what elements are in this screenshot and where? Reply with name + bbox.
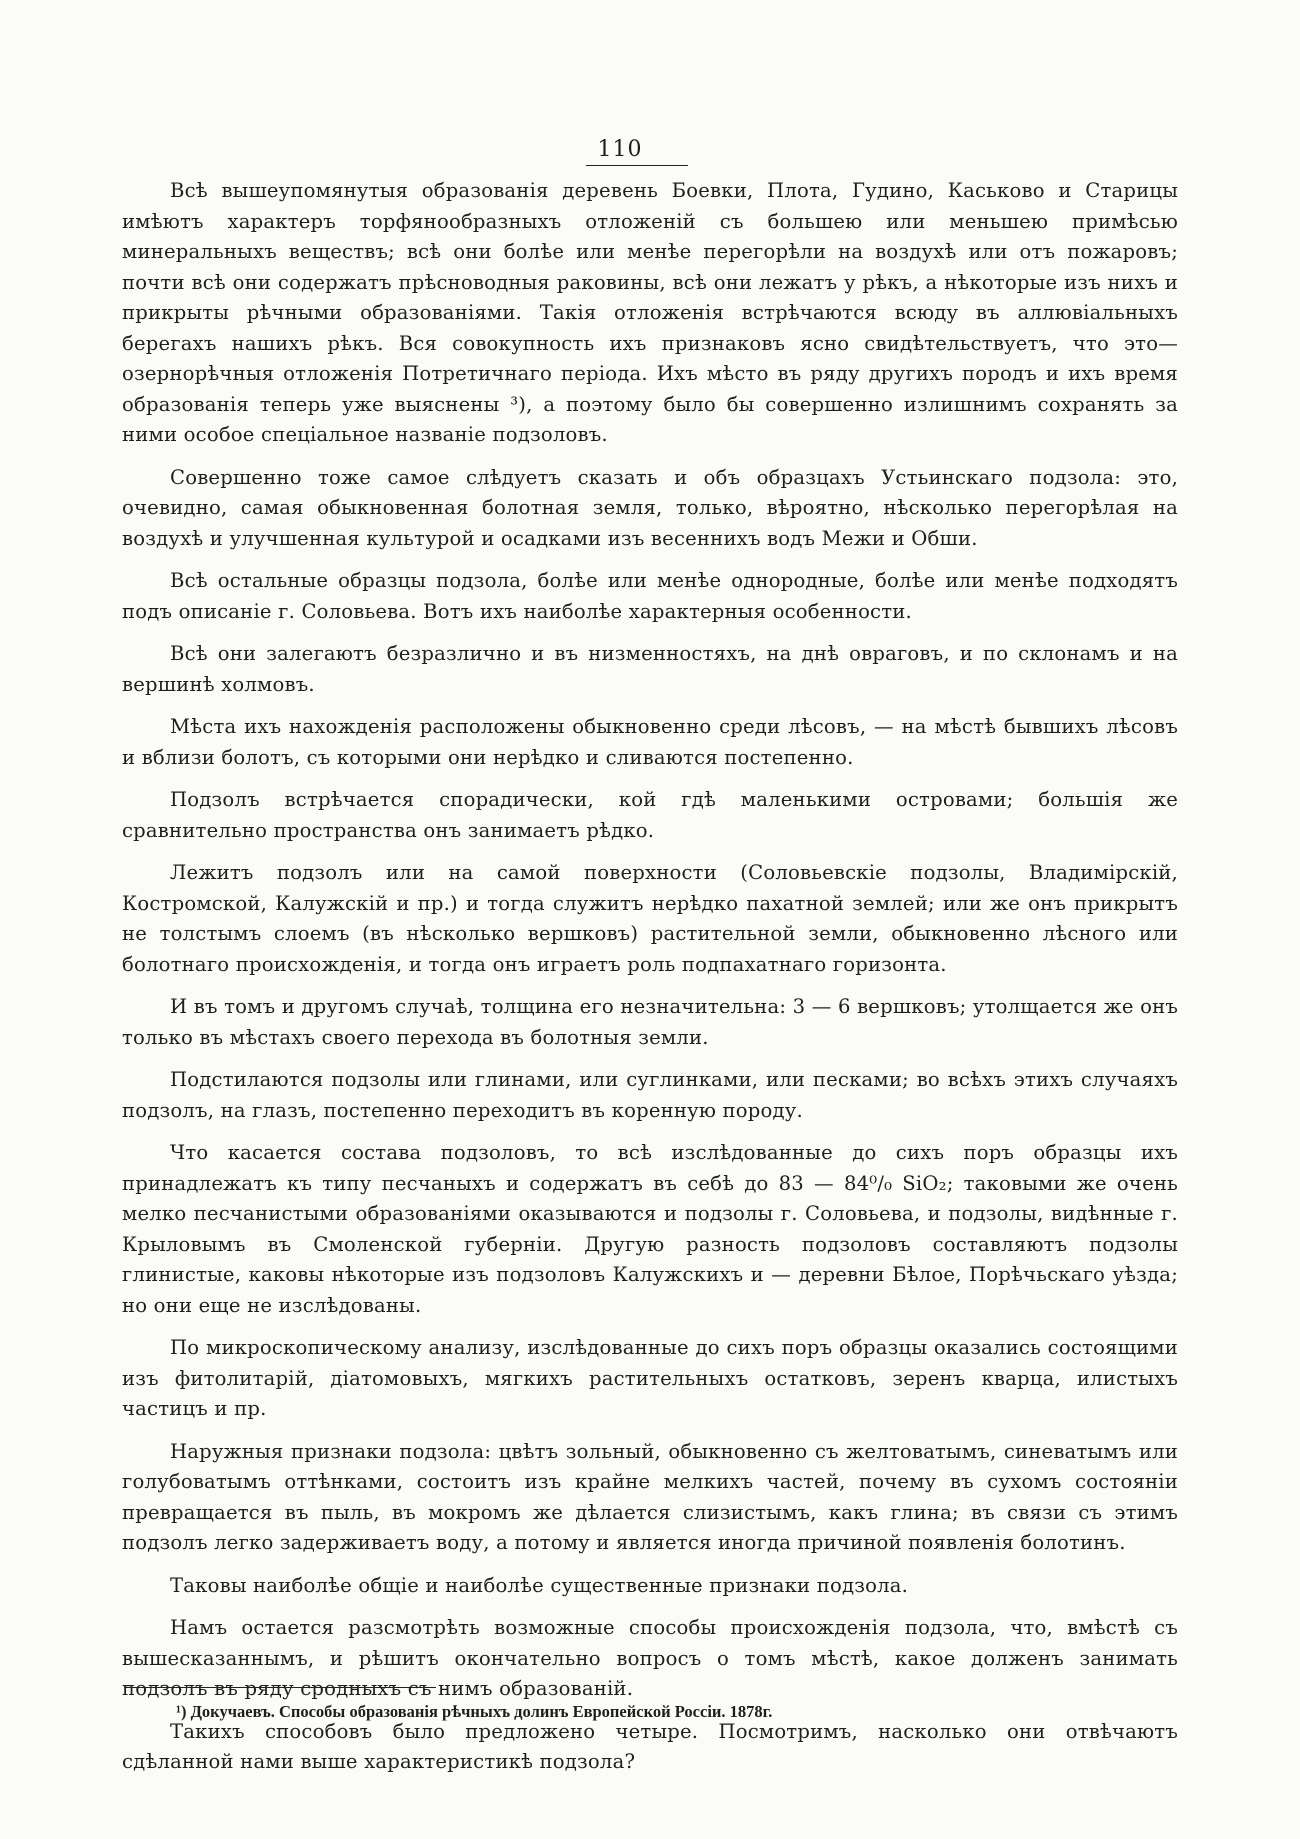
paragraph: По микроскопическому анализу, изслѣдованные до сихъ поръ образцы оказались состоящими изъ фитолитарій, діатомовыхъ, мягкихъ растительныхъ остатковъ, зеренъ кварца, илистыхъ частицъ и пр. bbox=[122, 1336, 1178, 1420]
paragraph: Всѣ вышеупомянутыя образованія деревень Боевки, Плота, Гудино, Каськово и Старицы имѣютъ характеръ торфянообразныхъ отложеній съ большею или меньшею примѣсью минеральныхъ веществъ; всѣ они болѣе или менѣе перегорѣли на воздухѣ или отъ пожаровъ; почти всѣ они содержатъ прѣсноводныя раковины, всѣ они лежатъ у рѣкъ, а нѣкоторые изъ нихъ и прикрыты рѣчными образованіями. Такія отложенія встрѣчаются всюду въ аллювіальныхъ берегахъ нашихъ рѣкъ. Вся совокупность ихъ признаковъ ясно свидѣтельствуетъ, что это—озернорѣчныя отложенія Потретичнаго періода. Ихъ мѣсто въ ряду другихъ породъ и ихъ время образованія теперь уже выяснены ³), а поэтому было бы совершенно излишнимъ сохранять за ними особое спеціальное названіе подзоловъ. bbox=[122, 179, 1178, 446]
footnote: ¹) Докучаевъ. Способы образованія рѣчныхъ долинъ Европейской Россіи. 1878г. bbox=[176, 1702, 773, 1721]
footnote-separator bbox=[124, 1687, 436, 1688]
paragraph: Наружныя признаки подзола: цвѣтъ зольный, обыкновенно съ желтоватымъ, синеватымъ или голубоватымъ оттѣнками, состоитъ изъ крайне мелкихъ частей, почему въ сухомъ состояніи превращается въ пыль, въ мокромъ же дѣлается слизистымъ, какъ глина; въ связи съ этимъ подзолъ легко задерживаетъ воду, а потому и является иногда причиной появленія болотинъ. bbox=[122, 1439, 1178, 1554]
paragraph: Подстилаются подзолы или глинами, или суглинками, или песками; во всѣхъ этихъ случаяхъ подзолъ, на глазъ, постепенно переходитъ въ коренную породу. bbox=[122, 1068, 1178, 1122]
paragraph: Что касается состава подзоловъ, то всѣ изслѣдованные до сихъ поръ образцы ихъ принадлежатъ къ типу песчаныхъ и содержатъ въ себѣ до 83 — 84⁰/₀ SiO₂; таковыми же очень мелко песчанистыми образованіями оказываются и подзолы г. Соловьева, и подзолы, видѣнные г. Крыловымъ въ Смоленской губерніи. Другую разность подзоловъ составляютъ подзолы глинистые, каковы нѣкоторые изъ подзоловъ Калужскихъ и — деревни Бѣлое, Порѣчьскаго уѣзда; но они еще не изслѣдованы. bbox=[122, 1141, 1178, 1317]
paragraph: Мѣста ихъ нахожденія расположены обыкновенно среди лѣсовъ, — на мѣстѣ бывшихъ лѣсовъ и вблизи болотъ, съ которыми они нерѣдко и сливаются постепенно. bbox=[122, 715, 1178, 769]
page-number: 110 bbox=[597, 137, 643, 162]
body-text bbox=[122, 176, 1178, 1778]
paragraph: Подзолъ встрѣчается спорадически, кой гдѣ маленькими островами; большія же сравнительно пространства онъ занимаетъ рѣдко. bbox=[122, 788, 1178, 842]
paragraph: И въ томъ и другомъ случаѣ, толщина его незначительна: 3 — 6 вершковъ; утолщается же онъ только въ мѣстахъ своего перехода въ болотныя земли. bbox=[122, 995, 1178, 1049]
paragraph: Таковы наиболѣе общіе и наиболѣе существенные признаки подзола. bbox=[170, 1573, 909, 1597]
page-number-underline bbox=[586, 165, 688, 166]
paragraph: Всѣ они залегаютъ безразлично и въ низменностяхъ, на днѣ овраговъ, и по склонамъ и на вершинѣ холмовъ. bbox=[122, 642, 1178, 696]
paragraph: Совершенно тоже самое слѣдуетъ сказать и объ образцахъ Устьинскаго подзола: это, очевидно, самая обыкновенная болотная земля, только, вѣроятно, нѣсколько перегорѣлая на воздухѣ и улучшенная культурой и осадками изъ весеннихъ водъ Межи и Обши. bbox=[122, 465, 1178, 550]
paragraph: Лежитъ подзолъ или на самой поверхности (Соловьевскіе подзолы, Владимірскій, Костромской, Калужскій и пр.) и тогда служитъ нерѣдко пахатной землей; или же онъ прикрытъ не толстымъ слоемъ (въ нѣсколько вершковъ) растительной земли, обыкновенно лѣсного или болотнаго происхожденія, и тогда онъ играетъ роль подпахатнаго горизонта. bbox=[122, 861, 1178, 976]
paragraph: Такихъ способовъ было предложено четыре. Посмотримъ, насколько они отвѣчаютъ сдѣланной нами выше характеристикѣ подзола? bbox=[122, 1719, 1178, 1773]
paragraph: Всѣ остальные образцы подзола, болѣе или менѣе однородные, болѣе или менѣе подходятъ подъ описаніе г. Соловьева. Вотъ ихъ наиболѣе характерныя особенности. bbox=[122, 569, 1178, 623]
paragraph: Намъ остается разсмотрѣть возможные способы происхожденія подзола, что, вмѣстѣ съ вышесказаннымъ, и рѣшитъ окончательно вопросъ о томъ мѣстѣ, какое долженъ занимать подзолъ въ ряду сродныхъ съ нимъ образованій. bbox=[122, 1616, 1178, 1700]
